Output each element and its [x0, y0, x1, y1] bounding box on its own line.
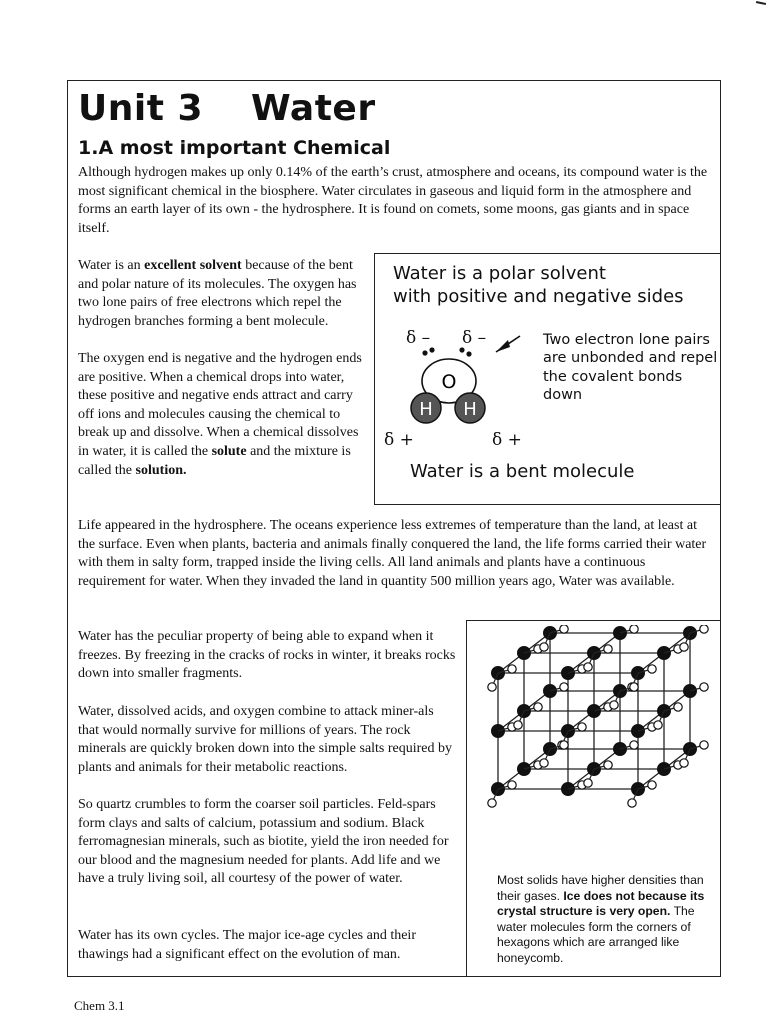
hydrogen-atom-lattice	[610, 701, 618, 709]
scan-mark	[756, 1, 766, 5]
solvent-paragraph: Water is an excellent solvent because of the bent and polar nature of its molecules. The oxygen has two lone pairs of free electrons which repel the hydrogen branches forming a bent molecule. The oxygen end is negative and the hydrogen ends are positive. When a chemical drops into water, these positive and negative ends attract and carry off ions and molecules causing the chemical to break up and dissolve. When a chemical dissolves in water, it is called the solute and the mixture is called the solution.	[78, 258, 362, 478]
hydrogen-label-right: H	[463, 399, 477, 420]
hydrogen-atom-lattice	[700, 683, 708, 691]
hydrogen-atom-lattice	[560, 741, 568, 749]
lone-pair-dots	[422, 347, 471, 356]
hydrogen-atom-lattice	[540, 643, 548, 651]
hydrogen-atom-lattice	[514, 721, 522, 729]
delta-plus-right: δ +	[492, 430, 522, 450]
hydrogen-atom-lattice	[700, 625, 708, 633]
water-molecule-diagram	[392, 320, 542, 432]
ice-caption: Most solids have higher densities than their gases. Ice does not because its crystal structure is very open. The water molecules form the corners of hexagons which are arranged like honeycomb.	[497, 873, 705, 965]
lone-pair-note: Two electron lone pairs are unbonded and repel the covalent bonds down	[543, 332, 718, 403]
hydrogen-atom-lattice	[700, 741, 708, 749]
hydrogen-atom-lattice	[648, 665, 656, 673]
page-footer: Chem 3.1	[74, 998, 125, 1013]
expand-paragraph: Water has the peculiar property of being able to expand when it freezes. By freezing in the cracks of rocks in winter, it breaks rocks down into smaller fragments.	[78, 629, 456, 682]
hydrogen-atom-lattice	[508, 665, 516, 673]
hydrogen-label-left: H	[419, 399, 433, 420]
hydrogen-atom-lattice	[540, 759, 548, 767]
hydrogen-atom-lattice	[680, 643, 688, 651]
oxygen-label: O	[441, 371, 457, 393]
hydrogen-atom-lattice	[488, 799, 496, 807]
hydrogen-atom-lattice	[508, 781, 516, 789]
hydrogen-atom-lattice	[604, 761, 612, 769]
delta-minus-left: δ –	[406, 328, 431, 348]
hydrogen-atom-lattice	[648, 781, 656, 789]
hydrogen-atom-lattice	[630, 683, 638, 691]
hydrogen-atom-lattice	[584, 779, 592, 787]
unit-topic: Water	[251, 88, 376, 129]
polar-heading: Water is a polar solvent with positive and negative sides	[393, 263, 684, 307]
unit-number: Unit 3	[78, 88, 203, 129]
hydrogen-atom-lattice	[578, 723, 586, 731]
hydrogen-atom-lattice	[534, 703, 542, 711]
ice-lattice-diagram	[468, 625, 716, 865]
hydrogen-atom-lattice	[628, 799, 636, 807]
hydrogen-atom-lattice	[674, 703, 682, 711]
hydrogen-atom-lattice	[584, 663, 592, 671]
section-title: 1.A most important Chemical	[78, 137, 391, 159]
quartz-paragraph: So quartz crumbles to form the coarser soil particles. Feld-spars form clays and salts of calcium, potassium and sodium. Black ferromagnesian minerals, such as biotite, yield the iron needed for our blood and the magnesium needed for plants. Add life and we have a truly living soil, all courtesy of the power of water.	[78, 797, 449, 887]
cycles-paragraph: Water has its own cycles. The major ice-age cycles and their thawings had a significant effect on the evolution of man.	[78, 928, 416, 962]
acids-paragraph: Water, dissolved acids, and oxygen combine to attack miner-als that would normally survive for millions of years. The rock minerals are quickly broken down into the simple salts required by plants and animals for their metabolic reactions.	[78, 704, 453, 775]
hydrogen-atom-lattice	[654, 721, 662, 729]
hydrogen-atom-lattice	[560, 625, 568, 633]
hydrogen-atom-lattice	[488, 683, 496, 691]
hydrogen-atom-lattice	[680, 759, 688, 767]
life-paragraph: Life appeared in the hydrosphere. The oceans experience less extremes of temperature than the land, at least at the surface. Even when plants, bacteria and animals finally conquered the land, the life forms carried their water with them in salty form, trapped inside the living cells. All land animals and plants have a continuous requirement for water. When they invaded the land in quantity 500 million years ago, Water was available.	[78, 518, 707, 589]
hydrogen-atom-lattice	[630, 625, 638, 633]
hydrogen-atom-lattice	[604, 645, 612, 653]
intro-paragraph: Although hydrogen makes up only 0.14% of the earth’s crust, atmosphere and oceans, its compound water is the most significant chemical in the biosphere. Water circulates in gaseous and liquid form in the atmosphere and forms an earth layer of its own - the hydrosphere. It is found on comets, some moons, gas giants and in space itself.	[78, 165, 708, 236]
delta-minus-right: δ –	[462, 328, 487, 348]
unit-title	[78, 88, 376, 129]
hydrogen-atom-lattice	[560, 683, 568, 691]
hydrogen-atom-lattice	[630, 741, 638, 749]
bent-molecule-caption: Water is a bent molecule	[410, 461, 635, 482]
delta-plus-left: δ +	[384, 430, 414, 450]
